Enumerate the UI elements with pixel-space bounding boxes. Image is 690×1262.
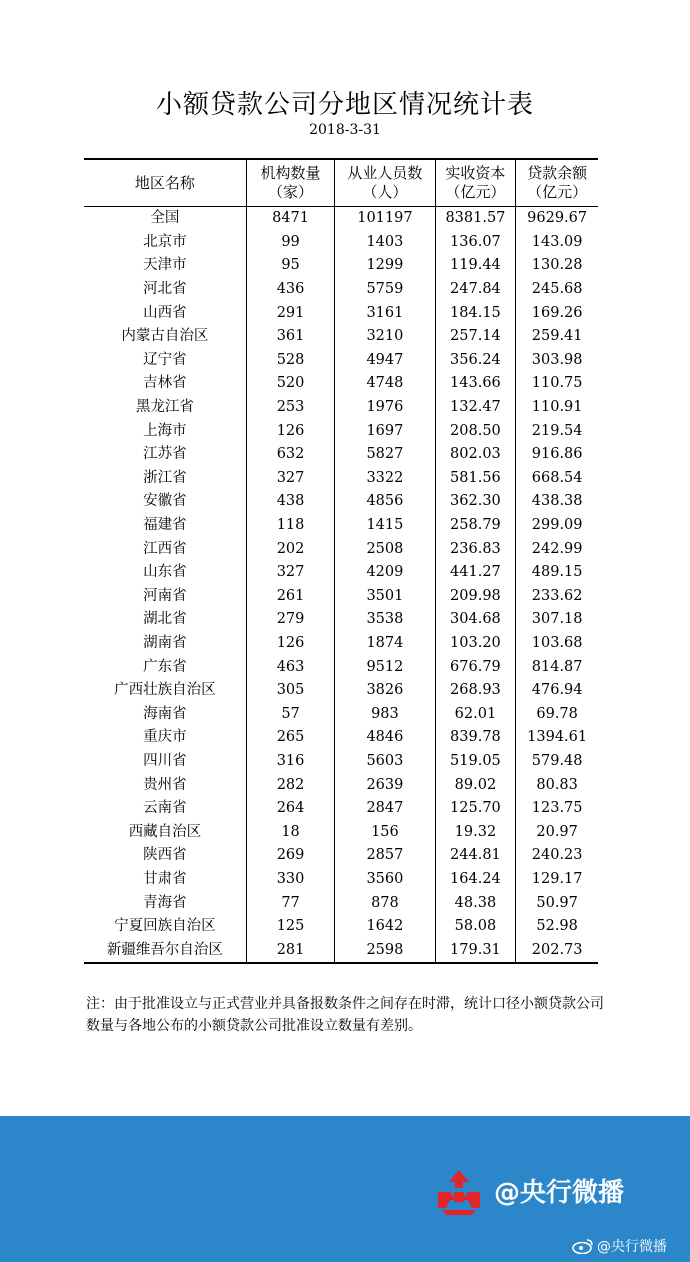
cell-institutions: 99	[246, 231, 334, 255]
cell-loan-balance: 303.98	[516, 349, 598, 373]
cell-institutions: 281	[246, 938, 334, 963]
cell-paid-in-capital: 103.20	[435, 632, 516, 656]
cell-region: 广西壮族自治区	[114, 682, 216, 699]
cell-region: 福建省	[143, 517, 187, 534]
cell-paid-in-capital: 247.84	[435, 278, 516, 302]
cell-loan-balance: 202.73	[516, 938, 598, 963]
cell-paid-in-capital: 839.78	[435, 726, 516, 750]
cell-region: 陕西省	[143, 847, 187, 864]
cell-institutions: 327	[246, 467, 334, 491]
cell-loan-balance: 489.15	[516, 561, 598, 585]
cell-institutions: 436	[246, 278, 334, 302]
cell-paid-in-capital: 62.01	[435, 702, 516, 726]
cell-region: 江苏省	[143, 446, 187, 463]
cell-loan-balance: 245.68	[516, 278, 598, 302]
cell-employees: 5603	[335, 750, 435, 774]
cell-employees: 2857	[335, 844, 435, 868]
cell-employees: 4856	[335, 490, 435, 514]
cell-paid-in-capital: 136.07	[435, 231, 516, 255]
cell-region: 天津市	[143, 257, 187, 274]
table-row	[84, 372, 598, 396]
cell-region: 内蒙古自治区	[121, 328, 209, 345]
table-row	[84, 325, 598, 349]
cell-loan-balance: 438.38	[516, 490, 598, 514]
cell-loan-balance: 233.62	[516, 585, 598, 609]
cell-loan-balance: 143.09	[516, 231, 598, 255]
table-row	[84, 301, 598, 325]
cell-region: 山西省	[143, 304, 187, 321]
watermark-text: @央行微播	[597, 1239, 667, 1255]
table-row	[84, 773, 598, 797]
cell-institutions: 264	[246, 797, 334, 821]
pboc-logo-icon	[432, 1168, 486, 1216]
header-paid-in-capital: 实收资本 （亿元）	[435, 159, 516, 207]
cell-loan-balance: 259.41	[516, 325, 598, 349]
table-row	[84, 396, 598, 420]
table-body	[84, 207, 598, 964]
table-row	[84, 915, 598, 939]
table-row	[84, 561, 598, 585]
cell-employees: 9512	[335, 655, 435, 679]
cell-institutions: 520	[246, 372, 334, 396]
cell-institutions: 330	[246, 868, 334, 892]
cell-paid-in-capital: 89.02	[435, 773, 516, 797]
cell-paid-in-capital: 132.47	[435, 396, 516, 420]
cell-institutions: 316	[246, 750, 334, 774]
cell-loan-balance: 299.09	[516, 514, 598, 538]
cell-region: 西藏自治区	[128, 823, 202, 840]
table-row	[84, 254, 598, 278]
cell-region: 北京市	[143, 233, 187, 250]
header-employees: 从业人员数 （人）	[335, 159, 435, 207]
cell-institutions: 291	[246, 301, 334, 325]
cell-loan-balance: 80.83	[516, 773, 598, 797]
cell-employees: 3538	[335, 608, 435, 632]
cell-employees: 4748	[335, 372, 435, 396]
table-row	[84, 278, 598, 302]
cell-institutions: 253	[246, 396, 334, 420]
cell-institutions: 361	[246, 325, 334, 349]
cell-institutions: 438	[246, 490, 334, 514]
cell-employees: 2508	[335, 537, 435, 561]
cell-employees: 1415	[335, 514, 435, 538]
table-row	[84, 514, 598, 538]
cell-employees: 3161	[335, 301, 435, 325]
table-row	[84, 655, 598, 679]
table-header-row	[84, 159, 598, 207]
cell-employees: 3560	[335, 868, 435, 892]
cell-employees: 1299	[335, 254, 435, 278]
cell-employees: 3826	[335, 679, 435, 703]
cell-region: 黑龙江省	[135, 399, 194, 416]
cell-paid-in-capital: 236.83	[435, 537, 516, 561]
cell-institutions: 8471	[246, 207, 334, 231]
cell-institutions: 57	[246, 702, 334, 726]
cell-employees: 1976	[335, 396, 435, 420]
cell-loan-balance: 219.54	[516, 419, 598, 443]
cell-loan-balance: 123.75	[516, 797, 598, 821]
table-row	[84, 632, 598, 656]
table-row	[84, 891, 598, 915]
cell-region: 云南省	[143, 800, 187, 817]
cell-paid-in-capital: 304.68	[435, 608, 516, 632]
cell-paid-in-capital: 257.14	[435, 325, 516, 349]
cell-region: 贵州省	[143, 776, 187, 793]
table-row	[84, 750, 598, 774]
table-row	[84, 608, 598, 632]
weibo-icon	[572, 1238, 594, 1254]
table-row	[84, 419, 598, 443]
cell-paid-in-capital: 519.05	[435, 750, 516, 774]
header-institutions: 机构数量 （家）	[246, 159, 334, 207]
table-row	[84, 844, 598, 868]
cell-loan-balance: 476.94	[516, 679, 598, 703]
table-row	[84, 679, 598, 703]
table-row	[84, 820, 598, 844]
cell-institutions: 77	[246, 891, 334, 915]
cell-region: 辽宁省	[143, 351, 187, 368]
cell-employees: 983	[335, 702, 435, 726]
cell-loan-balance: 307.18	[516, 608, 598, 632]
header-loan-balance: 贷款余额 （亿元）	[516, 159, 598, 207]
cell-employees: 2847	[335, 797, 435, 821]
cell-paid-in-capital: 164.24	[435, 868, 516, 892]
cell-region: 湖南省	[143, 634, 187, 651]
footnote: 注：由于批准设立与正式营业并具备报数条件之间存在时滞，统计口径小额贷款公司数量与各地公布的小额贷款公司批准设立数量有差别。	[86, 996, 604, 1034]
cell-employees: 2598	[335, 938, 435, 963]
cell-loan-balance: 240.23	[516, 844, 598, 868]
cell-institutions: 528	[246, 349, 334, 373]
table-row	[84, 467, 598, 491]
cell-institutions: 632	[246, 443, 334, 467]
table-row	[84, 868, 598, 892]
cell-institutions: 463	[246, 655, 334, 679]
cell-employees: 4209	[335, 561, 435, 585]
report-date: 2018-3-31	[309, 122, 381, 138]
cell-region: 河北省	[143, 281, 187, 298]
cell-loan-balance: 814.87	[516, 655, 598, 679]
cell-institutions: 327	[246, 561, 334, 585]
cell-paid-in-capital: 362.30	[435, 490, 516, 514]
cell-region: 青海省	[143, 894, 187, 911]
cell-paid-in-capital: 143.66	[435, 372, 516, 396]
cell-paid-in-capital: 8381.57	[435, 207, 516, 231]
cell-region: 重庆市	[143, 729, 187, 746]
cell-employees: 5759	[335, 278, 435, 302]
cell-loan-balance: 579.48	[516, 750, 598, 774]
table-row	[84, 797, 598, 821]
table-row	[84, 726, 598, 750]
cell-loan-balance: 110.91	[516, 396, 598, 420]
cell-region: 安徽省	[143, 493, 187, 510]
cell-employees: 4947	[335, 349, 435, 373]
cell-region: 四川省	[143, 752, 187, 769]
cell-employees: 3322	[335, 467, 435, 491]
cell-loan-balance: 9629.67	[516, 207, 598, 231]
cell-region: 广东省	[143, 658, 187, 675]
cell-paid-in-capital: 356.24	[435, 349, 516, 373]
cell-institutions: 95	[246, 254, 334, 278]
table-row	[84, 938, 598, 963]
cell-paid-in-capital: 258.79	[435, 514, 516, 538]
cell-paid-in-capital: 581.56	[435, 467, 516, 491]
cell-paid-in-capital: 119.44	[435, 254, 516, 278]
cell-loan-balance: 1394.61	[516, 726, 598, 750]
cell-paid-in-capital: 48.38	[435, 891, 516, 915]
header-region: 地区名称	[84, 159, 246, 207]
cell-employees: 878	[335, 891, 435, 915]
cell-region: 海南省	[143, 705, 187, 722]
cell-institutions: 265	[246, 726, 334, 750]
cell-loan-balance: 50.97	[516, 891, 598, 915]
cell-employees: 1642	[335, 915, 435, 939]
cell-employees: 1403	[335, 231, 435, 255]
cell-loan-balance: 169.26	[516, 301, 598, 325]
table-row	[84, 443, 598, 467]
cell-region: 甘肃省	[143, 870, 187, 887]
cell-employees: 101197	[335, 207, 435, 231]
cell-institutions: 18	[246, 820, 334, 844]
table-row	[84, 490, 598, 514]
cell-paid-in-capital: 802.03	[435, 443, 516, 467]
cell-paid-in-capital: 19.32	[435, 820, 516, 844]
cell-paid-in-capital: 268.93	[435, 679, 516, 703]
table-row	[84, 585, 598, 609]
cell-loan-balance: 130.28	[516, 254, 598, 278]
table-row	[84, 702, 598, 726]
cell-paid-in-capital: 676.79	[435, 655, 516, 679]
cell-region: 山东省	[143, 564, 187, 581]
cell-employees: 1697	[335, 419, 435, 443]
table-row	[84, 231, 598, 255]
cell-region: 吉林省	[143, 375, 187, 392]
cell-paid-in-capital: 244.81	[435, 844, 516, 868]
cell-employees: 3501	[335, 585, 435, 609]
cell-paid-in-capital: 209.98	[435, 585, 516, 609]
cell-loan-balance: 916.86	[516, 443, 598, 467]
cell-region: 江西省	[143, 540, 187, 557]
page-title: 小额贷款公司分地区情况统计表	[155, 90, 534, 120]
cell-loan-balance: 129.17	[516, 868, 598, 892]
cell-loan-balance: 242.99	[516, 537, 598, 561]
cell-employees: 3210	[335, 325, 435, 349]
cell-region: 新疆维吾尔自治区	[84, 938, 246, 963]
cell-loan-balance: 103.68	[516, 632, 598, 656]
cell-region: 上海市	[143, 422, 187, 439]
cell-institutions: 126	[246, 632, 334, 656]
cell-region: 河南省	[143, 587, 187, 604]
cell-paid-in-capital: 441.27	[435, 561, 516, 585]
weibo-watermark	[572, 1236, 667, 1256]
cell-paid-in-capital: 179.31	[435, 938, 516, 963]
cell-institutions: 279	[246, 608, 334, 632]
cell-institutions: 126	[246, 419, 334, 443]
cell-paid-in-capital: 184.15	[435, 301, 516, 325]
cell-region: 浙江省	[143, 469, 187, 486]
cell-employees: 4846	[335, 726, 435, 750]
cell-institutions: 269	[246, 844, 334, 868]
cell-region: 湖北省	[143, 611, 187, 628]
cell-region: 宁夏回族自治区	[114, 918, 216, 935]
cell-institutions: 202	[246, 537, 334, 561]
cell-institutions: 125	[246, 915, 334, 939]
cell-institutions: 305	[246, 679, 334, 703]
cell-employees: 2639	[335, 773, 435, 797]
cell-loan-balance: 20.97	[516, 820, 598, 844]
cell-paid-in-capital: 58.08	[435, 915, 516, 939]
cell-employees: 1874	[335, 632, 435, 656]
cell-region: 全国	[150, 210, 180, 227]
cell-institutions: 261	[246, 585, 334, 609]
cell-institutions: 118	[246, 514, 334, 538]
cell-employees: 156	[335, 820, 435, 844]
cell-paid-in-capital: 208.50	[435, 419, 516, 443]
brand-name: @央行微播	[494, 1178, 625, 1208]
cell-loan-balance: 52.98	[516, 915, 598, 939]
cell-loan-balance: 668.54	[516, 467, 598, 491]
cell-institutions: 282	[246, 773, 334, 797]
table-row	[84, 207, 598, 231]
table-row	[84, 537, 598, 561]
cell-loan-balance: 69.78	[516, 702, 598, 726]
cell-loan-balance: 110.75	[516, 372, 598, 396]
cell-employees: 5827	[335, 443, 435, 467]
cell-paid-in-capital: 125.70	[435, 797, 516, 821]
statistics-table	[84, 158, 598, 964]
table-row	[84, 349, 598, 373]
